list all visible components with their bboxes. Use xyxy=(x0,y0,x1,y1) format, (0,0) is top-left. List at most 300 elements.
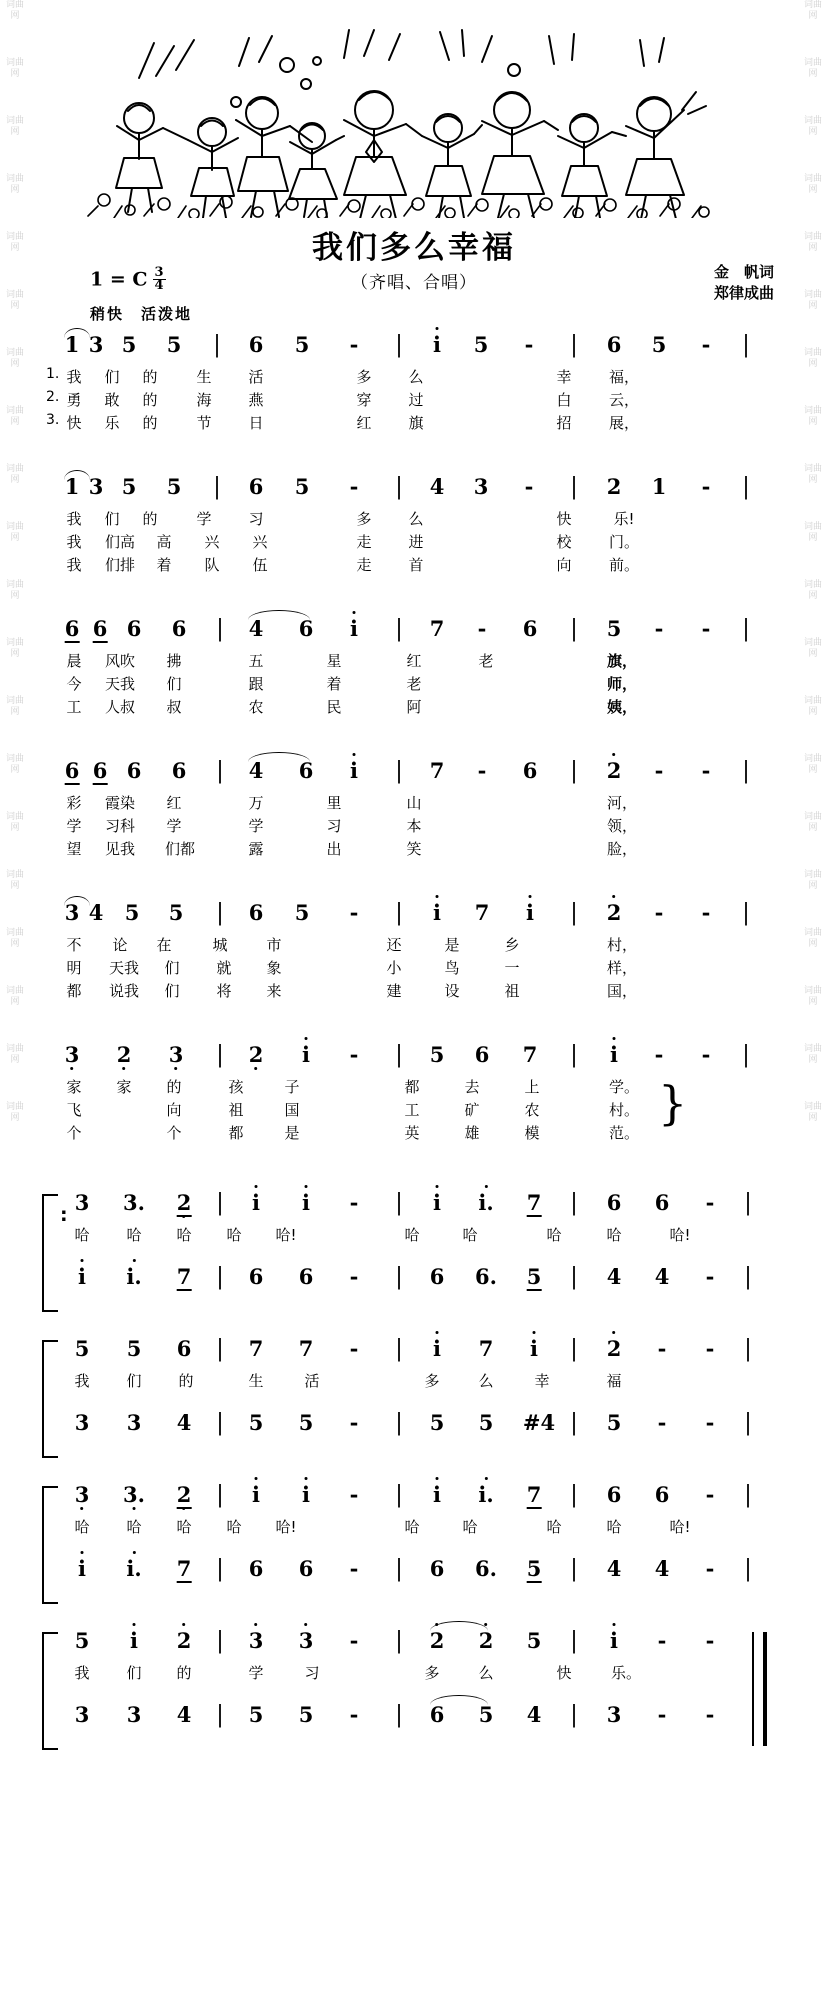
lyric: 祖 xyxy=(228,1101,244,1119)
note: 5 xyxy=(298,1410,314,1435)
note: 5 xyxy=(248,1702,264,1727)
note: 6 xyxy=(429,1556,445,1581)
note: - xyxy=(524,332,534,357)
note: 7 xyxy=(478,1336,494,1361)
lyric: 福， xyxy=(608,368,640,386)
lyric: 哈 xyxy=(546,1226,562,1244)
lyric: 兴 xyxy=(204,533,220,551)
note: i. xyxy=(126,1264,142,1289)
lyric: 哈! xyxy=(275,1518,297,1536)
note: 6 xyxy=(248,474,264,499)
system-9 xyxy=(34,1482,794,1612)
lyric: 人叔 xyxy=(104,698,136,716)
note: 6 xyxy=(522,616,538,641)
note: 3 xyxy=(126,1702,142,1727)
lyric: 哈 xyxy=(462,1518,478,1536)
note-row xyxy=(34,616,794,650)
lyric: 穿 xyxy=(356,391,372,409)
lyric: 万 xyxy=(248,794,264,812)
watermark-text: 词曲网 xyxy=(803,928,822,949)
watermark-column-left xyxy=(2,0,28,2014)
note: - xyxy=(349,1628,359,1653)
note-row-upper-voice xyxy=(34,1628,794,1662)
note: - xyxy=(349,332,359,357)
barline: | xyxy=(570,1702,578,1728)
system-10 xyxy=(34,1628,794,1758)
note: 3 xyxy=(74,1702,90,1727)
barline: | xyxy=(216,900,224,926)
lyric: 向 xyxy=(556,556,572,574)
watermark-text: 词曲网 xyxy=(803,638,822,659)
note: - xyxy=(705,1264,715,1289)
note: i xyxy=(610,1042,618,1067)
barline: | xyxy=(395,1628,403,1654)
note: - xyxy=(701,900,711,925)
lyric: 我 xyxy=(66,556,82,574)
watermark-text: 词曲网 xyxy=(5,348,24,369)
lyric-row xyxy=(34,980,794,1003)
lyric: 姨， xyxy=(606,698,638,716)
note: 5 xyxy=(651,332,667,357)
lyric: 哈! xyxy=(669,1226,691,1244)
lyric: 哈 xyxy=(126,1226,142,1244)
note: - xyxy=(349,1336,359,1361)
watermark-text: 词曲网 xyxy=(5,58,24,79)
note: - xyxy=(705,1702,715,1727)
note: 6 xyxy=(654,1482,670,1507)
watermark-text: 词曲网 xyxy=(5,870,24,891)
note: - xyxy=(705,1482,715,1507)
note: 5 xyxy=(298,1702,314,1727)
tempo-marking: 稍快 活泼地 xyxy=(90,305,193,323)
note: 6 xyxy=(298,1556,314,1581)
barline: | xyxy=(395,332,403,358)
note: 3 xyxy=(126,1410,142,1435)
watermark-text: 词曲网 xyxy=(5,174,24,195)
system-8 xyxy=(34,1336,794,1466)
repeat-start-dots: : xyxy=(60,1204,68,1226)
barline: | xyxy=(216,1336,224,1362)
note: 1 xyxy=(64,474,80,499)
lyric-row xyxy=(34,838,794,861)
barline: | xyxy=(570,474,578,500)
lyric: 活 xyxy=(304,1372,320,1390)
lyric: 么 xyxy=(408,510,424,528)
note: 6 xyxy=(606,1482,622,1507)
note: - xyxy=(349,474,359,499)
note: 6 xyxy=(64,758,80,783)
lyric: 彩 xyxy=(66,794,82,812)
note: 6 xyxy=(474,1042,490,1067)
lyric: 哈 xyxy=(606,1518,622,1536)
watermark-text: 词曲网 xyxy=(5,580,24,601)
note: 3 xyxy=(74,1482,90,1507)
note: 5 xyxy=(124,900,140,925)
note: - xyxy=(705,1336,715,1361)
lyric: 霞染 xyxy=(104,794,136,812)
lyric: 鸟 xyxy=(444,959,460,977)
lyric: 雄 xyxy=(464,1124,480,1142)
lyric: 们 xyxy=(126,1372,142,1390)
lyric: 高 xyxy=(156,533,172,551)
lyric: 学 xyxy=(196,510,212,528)
lyric: 小 xyxy=(386,959,402,977)
lyric: 乐! xyxy=(613,510,635,528)
note: 6 xyxy=(429,1702,445,1727)
time-signature-denominator: 4 xyxy=(154,278,164,293)
lyric: 都 xyxy=(404,1078,420,1096)
lyric: 哈! xyxy=(669,1518,691,1536)
lyric: 们 xyxy=(104,368,120,386)
barline: | xyxy=(216,1482,224,1508)
watermark-text: 词曲网 xyxy=(5,754,24,775)
note: 7 xyxy=(298,1336,314,1361)
note: 4 xyxy=(606,1264,622,1289)
note: 7 xyxy=(429,758,445,783)
lyric: 模 xyxy=(524,1124,540,1142)
note: 4 xyxy=(606,1556,622,1581)
watermark-text: 词曲网 xyxy=(803,1044,822,1065)
note: - xyxy=(705,1410,715,1435)
note: 6 xyxy=(248,1264,264,1289)
lyric: 走 xyxy=(356,533,372,551)
barline: | xyxy=(395,1042,403,1068)
watermark-text: 词曲网 xyxy=(5,928,24,949)
note: 2 xyxy=(606,1336,622,1361)
note: - xyxy=(349,900,359,925)
lyric: 都 xyxy=(66,982,82,1000)
lyric: 老 xyxy=(478,652,494,670)
note: 6. xyxy=(475,1556,497,1581)
lyric: 我 xyxy=(66,368,82,386)
lyric: 旗 xyxy=(408,414,424,432)
lyric: 哈 xyxy=(226,1518,242,1536)
note: - xyxy=(349,1702,359,1727)
lyric: 飞 xyxy=(66,1101,82,1119)
note: i. xyxy=(478,1190,494,1215)
lyric: 我 xyxy=(66,533,82,551)
system-5 xyxy=(34,900,794,1028)
lyric: 是 xyxy=(284,1124,300,1142)
lyric: 福 xyxy=(606,1372,622,1390)
note: 5 xyxy=(248,1410,264,1435)
lyric-row xyxy=(34,531,794,554)
note: - xyxy=(349,1482,359,1507)
note-row xyxy=(34,900,794,934)
note: 6 xyxy=(248,1556,264,1581)
lyric: 哈 xyxy=(126,1518,142,1536)
note: i xyxy=(433,1336,441,1361)
lyric: 的 xyxy=(176,1664,192,1682)
lyric: 的 xyxy=(166,1078,182,1096)
note: - xyxy=(349,1190,359,1215)
lyric: 红 xyxy=(406,652,422,670)
lyric: 哈 xyxy=(176,1226,192,1244)
lyric: 走 xyxy=(356,556,372,574)
barline: | xyxy=(742,332,750,358)
lyric: 里 xyxy=(326,794,342,812)
lyric: 习科 xyxy=(104,817,136,835)
lyric: 笑 xyxy=(406,840,422,858)
barline: | xyxy=(744,1482,752,1508)
note: 5 xyxy=(166,474,182,499)
barline: | xyxy=(744,1264,752,1290)
note: 5 xyxy=(478,1410,494,1435)
note: 4 xyxy=(176,1410,192,1435)
lyric: 拂 xyxy=(166,652,182,670)
note: - xyxy=(701,758,711,783)
note: i xyxy=(433,332,441,357)
lyric: 燕 xyxy=(248,391,264,409)
note: - xyxy=(657,1628,667,1653)
note: 3 xyxy=(248,1628,264,1653)
note: - xyxy=(349,1264,359,1289)
lyric-row xyxy=(34,1662,794,1692)
lyric: 今 xyxy=(66,675,82,693)
lyric: 们 xyxy=(126,1664,142,1682)
lyric: 的 xyxy=(178,1372,194,1390)
barline: | xyxy=(216,1702,224,1728)
note: i xyxy=(350,616,358,641)
lyric: 五 xyxy=(248,652,264,670)
note: 2 xyxy=(429,1628,445,1653)
note: 5 xyxy=(429,1410,445,1435)
verse-group-brace: } xyxy=(658,1076,688,1130)
note: - xyxy=(657,1336,667,1361)
lyric: 进 xyxy=(408,533,424,551)
barline: | xyxy=(213,332,221,358)
watermark-text: 词曲网 xyxy=(5,464,24,485)
lyric: 工 xyxy=(66,698,82,716)
lyric: 学 xyxy=(248,817,264,835)
lyric: 一 xyxy=(504,959,520,977)
watermark-text: 词曲网 xyxy=(803,290,822,311)
watermark-text: 词曲网 xyxy=(5,696,24,717)
note: 5 xyxy=(606,616,622,641)
note: 2 xyxy=(248,1042,264,1067)
barline: | xyxy=(570,1556,578,1582)
lyric: 是 xyxy=(444,936,460,954)
note: - xyxy=(477,758,487,783)
note-row-lower-voice xyxy=(34,1410,794,1444)
watermark-text: 词曲网 xyxy=(803,348,822,369)
lyric: 子 xyxy=(284,1078,300,1096)
note: 6 xyxy=(248,332,264,357)
barline: | xyxy=(570,332,578,358)
note: 2 xyxy=(176,1190,192,1215)
note: 5 xyxy=(429,1042,445,1067)
lyric: 都 xyxy=(228,1124,244,1142)
lyric-row xyxy=(34,1516,794,1546)
barline: | xyxy=(216,616,224,642)
composer: 郑律成曲 xyxy=(713,284,774,302)
lyric: 的 xyxy=(142,510,158,528)
lyric: 国， xyxy=(606,982,638,1000)
lyric: 云， xyxy=(608,391,640,409)
lyric: 白 xyxy=(556,391,572,409)
note: 2 xyxy=(606,474,622,499)
note: 5 xyxy=(121,474,137,499)
barline: | xyxy=(570,1482,578,1508)
note: 6 xyxy=(64,616,80,641)
note-row-upper-voice xyxy=(34,1190,794,1224)
barline: | xyxy=(395,1264,403,1290)
note: i xyxy=(302,1042,310,1067)
note: 3 xyxy=(168,1042,184,1067)
note: - xyxy=(701,332,711,357)
note: i xyxy=(302,1190,310,1215)
lyric: 师， xyxy=(606,675,638,693)
barline: | xyxy=(395,616,403,642)
lyric: 晨 xyxy=(66,652,82,670)
lyric: 矿 xyxy=(464,1101,480,1119)
note: - xyxy=(349,1042,359,1067)
song-title: 我们多么幸福 xyxy=(312,230,516,266)
barline: | xyxy=(216,1264,224,1290)
lyric: 勇 xyxy=(66,391,82,409)
note: 2 xyxy=(176,1482,192,1507)
lyric: 伍 xyxy=(252,556,268,574)
watermark-text: 词曲网 xyxy=(5,232,24,253)
lyric: 将 xyxy=(216,982,232,1000)
lyric: 们都 xyxy=(164,840,196,858)
system-7 xyxy=(34,1190,794,1320)
lyric: 学 xyxy=(248,1664,264,1682)
note: 3 xyxy=(298,1628,314,1653)
note: 5 xyxy=(294,474,310,499)
note: 3. xyxy=(123,1190,145,1215)
lyric: 上 xyxy=(524,1078,540,1096)
watermark-text: 词曲网 xyxy=(5,116,24,137)
lyric: 生 xyxy=(248,1372,264,1390)
time-signature xyxy=(153,267,166,292)
barline: | xyxy=(742,474,750,500)
note: 3 xyxy=(88,332,104,357)
note: - xyxy=(477,616,487,641)
lyric: 的 xyxy=(142,368,158,386)
note: i xyxy=(530,1336,538,1361)
time-signature-numerator: 3 xyxy=(154,265,164,280)
note: - xyxy=(705,1190,715,1215)
barline: | xyxy=(742,758,750,784)
lyric-row xyxy=(34,389,794,412)
lyric-row xyxy=(34,934,794,957)
note: i xyxy=(433,900,441,925)
lyric: 英 xyxy=(404,1124,420,1142)
music-systems xyxy=(34,332,794,1760)
system-1 xyxy=(34,332,794,460)
lyric: 哈 xyxy=(462,1226,478,1244)
note: 6 xyxy=(298,616,314,641)
note: - xyxy=(654,758,664,783)
watermark-text: 词曲网 xyxy=(803,406,822,427)
note: 4 xyxy=(176,1702,192,1727)
lyric: 建 xyxy=(386,982,402,1000)
watermark-text: 词曲网 xyxy=(5,522,24,543)
note: - xyxy=(654,616,664,641)
lyric: 乐。 xyxy=(610,1664,642,1682)
note-row-lower-voice xyxy=(34,1556,794,1590)
watermark-text: 词曲网 xyxy=(5,986,24,1007)
lyric: 日 xyxy=(248,414,264,432)
lyric-row xyxy=(34,650,794,673)
note-row xyxy=(34,332,794,366)
lyric: 习 xyxy=(248,510,264,528)
note: 4 xyxy=(654,1264,670,1289)
watermark-text: 词曲网 xyxy=(5,638,24,659)
note: 5 xyxy=(168,900,184,925)
watermark-text: 词曲网 xyxy=(5,1102,24,1123)
lyric: 们排 xyxy=(104,556,136,574)
barline: | xyxy=(744,1190,752,1216)
note: 5 xyxy=(526,1264,542,1289)
barline: | xyxy=(570,1190,578,1216)
lyric: 论 xyxy=(112,936,128,954)
lyric: 的 xyxy=(142,391,158,409)
lyric: 多 xyxy=(356,510,372,528)
barline: | xyxy=(395,1336,403,1362)
watermark-text: 词曲网 xyxy=(803,812,822,833)
lyric: 露 xyxy=(248,840,264,858)
lyric: 学。 xyxy=(608,1078,640,1096)
watermark-text: 词曲网 xyxy=(803,232,822,253)
lyric: 海 xyxy=(196,391,212,409)
note: 1 xyxy=(64,332,80,357)
note: 6 xyxy=(606,332,622,357)
lyric: 我 xyxy=(74,1372,90,1390)
lyric: 本 xyxy=(406,817,422,835)
barline: | xyxy=(570,1410,578,1436)
barline: | xyxy=(395,474,403,500)
watermark-text: 词曲网 xyxy=(803,116,822,137)
note: 6. xyxy=(475,1264,497,1289)
watermark-text: 词曲网 xyxy=(803,696,822,717)
barline: | xyxy=(216,1190,224,1216)
barline: | xyxy=(742,1042,750,1068)
lyric: 校 xyxy=(556,533,572,551)
lyric: 哈 xyxy=(226,1226,242,1244)
watermark-text: 词曲网 xyxy=(803,174,822,195)
lyric: 出 xyxy=(326,840,342,858)
score-content xyxy=(34,0,794,2014)
note: #4 xyxy=(522,1410,556,1435)
note-row-lower-voice xyxy=(34,1264,794,1298)
note: 2 xyxy=(478,1628,494,1653)
verse-number: 2. xyxy=(46,389,60,405)
illustration-children-dancing xyxy=(44,18,764,218)
lyric-row xyxy=(34,554,794,577)
barline: | xyxy=(395,1556,403,1582)
note: 5 xyxy=(606,1410,622,1435)
lyric: 在 xyxy=(156,936,172,954)
lyric-row xyxy=(34,1224,794,1254)
barline: | xyxy=(570,1264,578,1290)
lyric: 老 xyxy=(406,675,422,693)
lyric-row xyxy=(34,508,794,531)
note: i xyxy=(526,900,534,925)
note: - xyxy=(349,1556,359,1581)
lyric: 的 xyxy=(142,414,158,432)
watermark-text: 词曲网 xyxy=(803,986,822,1007)
barline: | xyxy=(570,1628,578,1654)
lyric: 前。 xyxy=(608,556,640,574)
note: - xyxy=(701,616,711,641)
lyric: 孩 xyxy=(228,1078,244,1096)
barline: | xyxy=(744,1336,752,1362)
lyric-row xyxy=(34,673,794,696)
barline: | xyxy=(395,900,403,926)
lyric: 展， xyxy=(608,414,640,432)
